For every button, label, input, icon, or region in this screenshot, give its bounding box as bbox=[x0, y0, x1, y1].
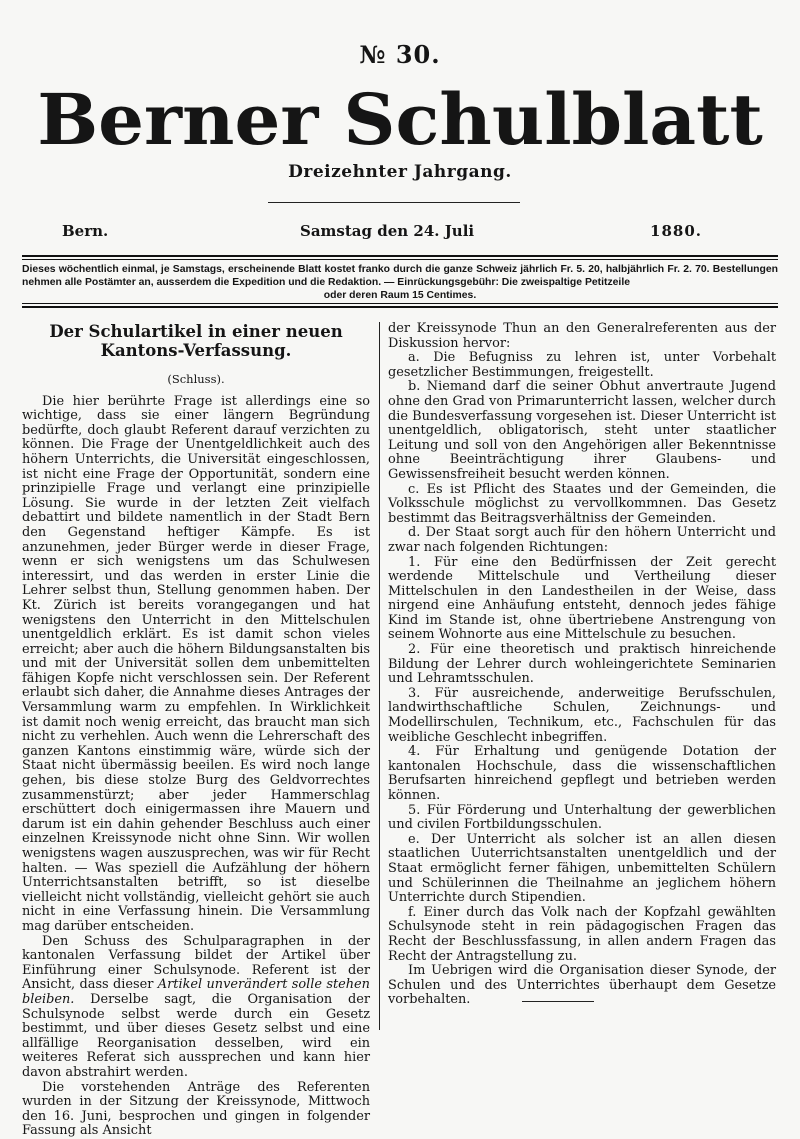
list-item: b. Niemand darf die seiner Obhut anvertraute Jugend ohne den Grad von Primarunterricht lassen, welcher durch die Bundesverfassung vorgesehen ist. Dieser Unterricht ist unentgeldlich, obligatorisch, steht unter staatlicher Leitung und soll von den Angehörigen aller Bekenntnisse ohne Beeinträchtigung ihrer Glaubens- und Gewissensfreiheit besucht werden können. bbox=[388, 379, 776, 482]
issue-year: 1880. bbox=[650, 222, 702, 240]
dateline bbox=[62, 222, 702, 244]
list-item: a. Die Befugniss zu lehren ist, unter Vorbehalt gesetzlicher Bestimmungen, freigestellt. bbox=[388, 350, 776, 380]
article-title: Der Schulartikel in einer neuen Kantons-Verfassung. bbox=[49, 322, 343, 360]
list-item: 3. Für ausreichende, anderweitige Berufsschulen, landwirthschaftliche Schulen, Zeichnungs- und Modellirschulen, Technikum, etc., Fachschulen für das weibliche Geschlecht inbegriffen. bbox=[388, 685, 776, 745]
column-divider bbox=[379, 322, 380, 1030]
list-item: e. Der Unterricht als solcher ist an allen diesen staatlichen Uuterrichtsanstalten unentgeldlich und der Staat ermöglicht ferner fähigen, unbemittelten Schülern und Schülerinnen die Theilnahme an jeglichem höhern Unterrichte durch Stipendien. bbox=[388, 831, 776, 906]
right-column bbox=[388, 322, 776, 1008]
list-item: c. Es ist Pflicht des Staates und der Gemeinden, die Volksschule möglichst zu vervollkommnen. Das Gesetz bestimmt das Beitragsverhältniss der Gemeinden. bbox=[388, 481, 776, 526]
article-end-rule bbox=[522, 1001, 594, 1002]
notice-rule-thin bbox=[22, 303, 778, 304]
article-note: (Schluss). bbox=[167, 372, 225, 386]
list-item: 1. Für eine den Bedürfnissen der Zeit gerecht werdende Mittelschule und Vertheilung dieser Mittelschulen in den Landestheilen in der Weise, dass nirgend eine Anhäufung entsteht, dennoch jedes fähige Kind im Stande ist, ohne übertriebene Anstrengung von seinem Wohnorte aus eine Mittelschule zu besuchen. bbox=[388, 554, 776, 643]
header-rule-top bbox=[22, 255, 778, 257]
list-item: d. Der Staat sorgt auch für den höhern Unterricht und zwar nach folgenden Richtungen: bbox=[388, 525, 776, 555]
list-item: f. Einer durch das Volk nach der Kopfzahl gewählten Schulsynode steht in rein pädagogischen Fragen das Recht der Beschlussfassung, in allen andern Fragen das Recht der Antragstellung zu. bbox=[388, 904, 776, 964]
notice-line-1: Dieses wöchentlich einmal, je Samstags, erscheinende Blatt kostet franko durch die ganze Schweiz jährlich Fr. 5. 20, halbjährlich Fr. 2. 70. Bestellungen nehmen alle Postämter an, ausserdem die Expedition und die Redaktion. — Einrückungsgebühr: Die zweispaltige Petitzeile bbox=[22, 264, 778, 288]
header-rule-top-thin bbox=[22, 259, 778, 260]
place: Bern. bbox=[62, 222, 109, 240]
notice-line-2: oder deren Raum 15 Centimes. bbox=[323, 290, 477, 301]
issue-date: Samstag den 24. Juli bbox=[300, 222, 475, 240]
paragraph: Die vorstehenden Anträge des Referenten wurden in der Sitzung der Kreissynode, Mittwoch den 16. Juni, besprochen und gingen in folgender Fassung als Ansicht bbox=[22, 1079, 370, 1139]
paragraph: Den Schuss des Schulparagraphen in der kantonalen Verfassung bildet der Artikel über Einführung einer Schulsynode. Referent ist der Ansicht, dass dieser Artikel unverändert solle stehen bleiben. Derselbe sagt, die Organisation der Schulsynode selbst werde durch ein Gesetz bestimmt, und über dieses Gesetz selbst und eine allfällige Reorganisation desselben, wird ein weiteres Referat sich aussprechen und kann hier davon abstrahirt werden. bbox=[22, 933, 370, 1080]
list-item: 2. Für eine theoretisch und praktisch hinreichende Bildung der Lehrer durch wohleingerichtete Seminarien und Lehramtsschulen. bbox=[388, 642, 776, 687]
volume-subtitle: Dreizehnter Jahrgang. bbox=[288, 162, 512, 182]
issue-number: № 30. bbox=[359, 40, 441, 69]
left-column bbox=[22, 322, 370, 1139]
masthead-title: Berner Schulblatt bbox=[37, 78, 763, 161]
paragraph: der Kreissynode Thun an den Generalreferenten aus der Diskussion hervor: bbox=[388, 321, 776, 351]
notice-rule-thick bbox=[22, 306, 778, 308]
emphasis: Artikel unverändert solle stehen bleiben. bbox=[22, 977, 370, 1007]
paragraph: Im Uebrigen wird die Organisation dieser Synode, der Schulen und des Unterrichtes überhaupt dem Gesetze vorbehalten. bbox=[388, 963, 776, 1008]
paragraph: Die hier berührte Frage ist allerdings eine so wichtige, dass sie einer längern Begründung bedürfte, doch glaubt Referent darauf verzichten zu können. Die Frage der Unentgeldlichkeit auch des höhern Unterrichts, die Universität eingeschlossen, ist nicht eine Frage der Opportunität, sondern eine prinzipielle Frage und verlangt eine prinzipielle Lösung. Sie wurde in der letzten Zeit vielfach debattirt und bildete namentlich in der Stadt Bern den Gegenstand heftiger Kämpfe. Es ist anzunehmen, jeder Bürger werde in dieser Frage, wenn er sich wenigstens um das Schulwesen interessirt, und das werden in erster Linie die Lehrer selbst thun, Stellung genommen haben. Der Kt. Zürich ist bereits vorangegangen und hat wenigstens den Unterricht in den Mittelschulen unentgeldlich erklärt. Es ist damit schon vieles erreicht; aber auch die höhern Bildungsanstalten bis und mit der Universität sollen dem unbemittelten fähigen Kopfe nicht verschlossen sein. Der Referent erlaubt sich daher, die Annahme dieses Antrages der Versammlung warm zu empfehlen. In Wirklichkeit ist damit noch wenig erreicht, das braucht man sich nicht zu verhehlen. Auch wenn die Lehrerschaft des ganzen Kantons einstimmig wäre, würde sich der Staat nicht übermässig beeilen. Es wird noch lange gehen, bis diese stolze Burg des Geldvorrechtes zusammenstürzt; aber jeder Hammerschlag erschüttert doch einigermassen ihre Mauern und darum ist ein dahin gehender Beschluss auch einer einzelnen Kreissynode nicht ohne Sinn. Wir wollen wenigstens wagen auszusprechen, was wir für Recht halten. — Was speziell die Aufzählung der höhern Unterrichtsanstalten betrifft, so ist dieselbe vielleicht nicht vollständig, vielleicht gehört sie auch nicht in eine Verfassung hinein. Die Versammlung mag darüber entscheiden. bbox=[22, 393, 370, 934]
list-item: 4. Für Erhaltung und genügende Dotation der kantonalen Hochschule, dass die wissenschaftlichen Berufsarten hinreichend gepflegt und betrieben werden können. bbox=[388, 744, 776, 803]
masthead-divider bbox=[268, 202, 520, 203]
list-item: 5. Für Förderung und Unterhaltung der gewerblichen und civilen Fortbildungsschulen. bbox=[388, 802, 776, 833]
subscription-notice bbox=[22, 263, 778, 302]
